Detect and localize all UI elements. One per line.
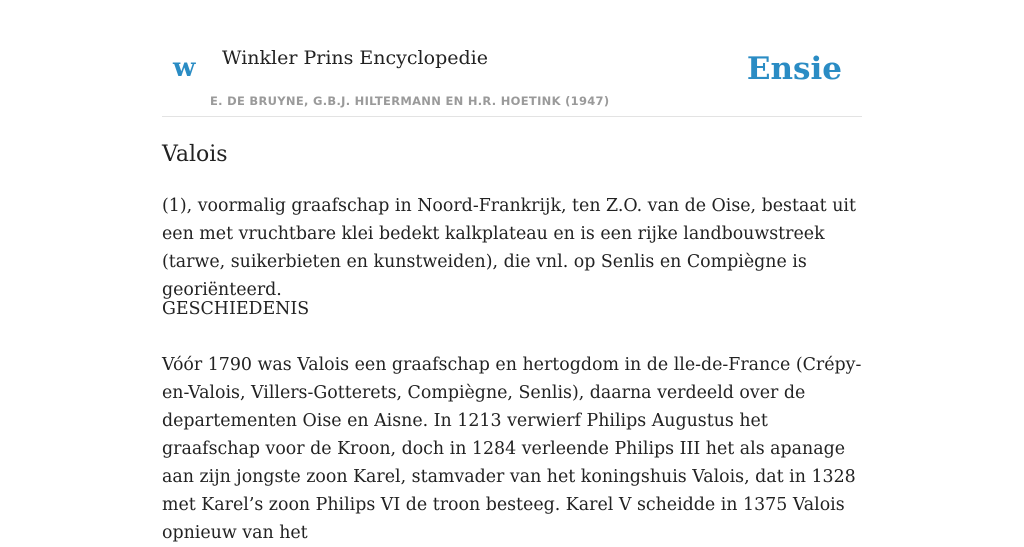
- page-container: [162, 0, 862, 543]
- publication-authors: E. DE BRUYNE, G.B.J. HILTERMANN EN H.R. HOETINK (1947): [210, 94, 610, 108]
- history-paragraph: Vóór 1790 was Valois een graafschap en hertogdom in de lle-de-France (Crépy-en-Valois, Villers-Gotterets, Compiègne, Senlis), daarna verdeeld over de departementen Oise en Aisne. In 1213 verwierf Philips Augustus het graafschap voor de Kroon, doch in 1284 verleende Philips III het als apanage aan zijn jongste zoon Karel, stamvader van het koningshuis Valois, dat in 1328 met Karel’s zoon Philips VI de troon besteeg. Karel V scheidde in 1375 Valois opnieuw van het: [162, 355, 862, 543]
- header: [162, 0, 862, 117]
- publication-title[interactable]: Winkler Prins Encyclopedie: [222, 47, 488, 69]
- article-title: Valois: [162, 142, 228, 167]
- publication-logo-icon[interactable]: w: [173, 53, 196, 83]
- brand-logo[interactable]: Ensie: [746, 51, 842, 87]
- article-intro-paragraph: (1), voormalig graafschap in Noord-Frankrijk, ten Z.O. van de Oise, bestaat uit een met vruchtbare klei bedekt kalkplateau en is een rijke landbouwstreek (tarwe, suikerbieten en kunstweiden), die vnl. op Senlis en Compiègne is georiënteerd.: [162, 196, 856, 300]
- section-heading: GESCHIEDENIS: [162, 299, 310, 319]
